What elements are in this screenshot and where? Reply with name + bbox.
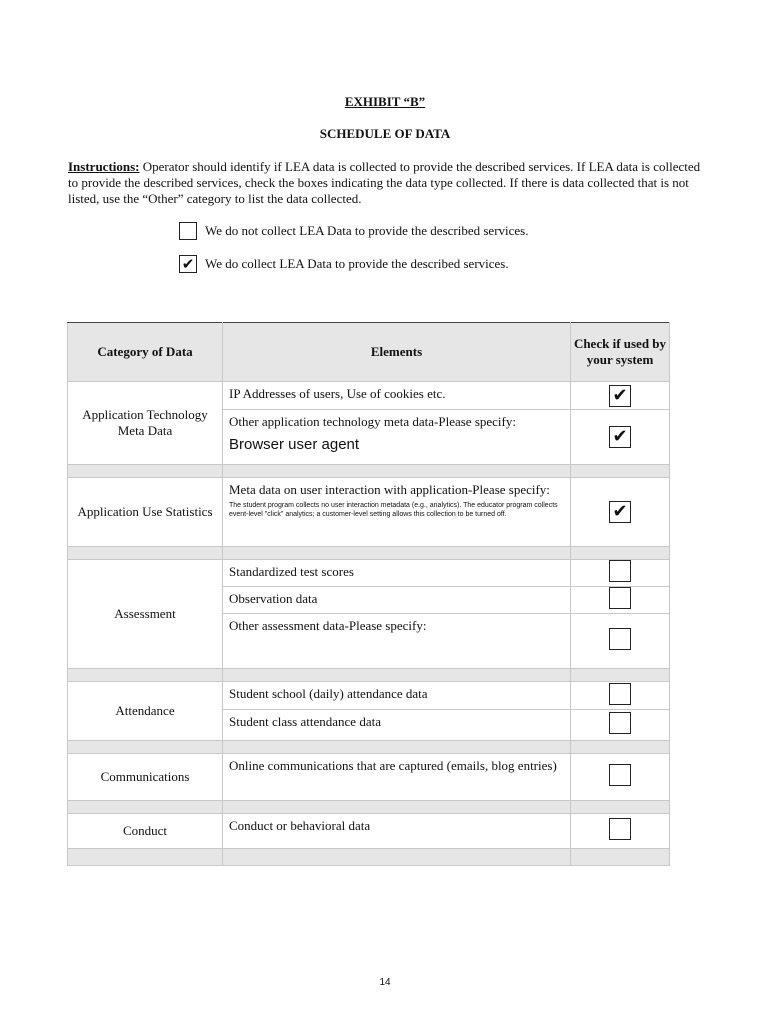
category-app-use: Application Use Statistics xyxy=(68,478,223,547)
online-communications-checkbox[interactable] xyxy=(609,764,631,786)
not-collect-label: We do not collect LEA Data to provide the described services. xyxy=(205,223,529,238)
table-row xyxy=(68,478,670,547)
element-daily-attendance: Student school (daily) attendance data xyxy=(223,682,571,710)
schedule-table xyxy=(67,322,670,866)
meta-interaction-checkbox[interactable]: ✔ xyxy=(609,501,631,523)
separator-row xyxy=(68,741,670,754)
page-number: 14 xyxy=(379,977,391,988)
conduct-data-checkbox[interactable] xyxy=(609,818,631,840)
check-cell xyxy=(571,478,670,547)
class-attendance-checkbox[interactable] xyxy=(609,712,631,734)
element-ip-addresses: IP Addresses of users, Use of cookies etc. xyxy=(223,382,571,410)
check-cell xyxy=(571,587,670,614)
check-cell xyxy=(571,382,670,410)
header-category: Category of Data xyxy=(68,323,223,382)
meta-interaction-label: Meta data on user interaction with application-Please specify: xyxy=(229,482,550,497)
separator-row xyxy=(68,465,670,478)
category-attendance: Attendance xyxy=(68,682,223,741)
other-app-tech-label: Other application technology meta data-Please specify: xyxy=(229,414,516,429)
table-row xyxy=(68,682,670,710)
element-other-assessment: Other assessment data-Please specify: xyxy=(223,614,571,669)
separator-row xyxy=(68,849,670,866)
instructions-paragraph xyxy=(68,159,708,207)
instructions-lead: Instructions: xyxy=(68,159,140,174)
element-conduct-data: Conduct or behavioral data xyxy=(223,814,571,849)
check-cell xyxy=(571,814,670,849)
separator-row xyxy=(68,669,670,682)
category-communications: Communications xyxy=(68,754,223,801)
table-header-row xyxy=(68,323,670,382)
collect-label: We do collect LEA Data to provide the described services. xyxy=(205,256,509,271)
not-collect-checkbox[interactable] xyxy=(179,222,197,240)
collect-checkbox[interactable]: ✔ xyxy=(179,255,197,273)
element-online-communications: Online communications that are captured (emails, blog entries) xyxy=(223,754,571,801)
element-observation-data: Observation data xyxy=(223,587,571,614)
other-assessment-checkbox[interactable] xyxy=(609,628,631,650)
meta-interaction-value[interactable]: The student program collects no user interaction metadata (e.g., analytics). The educator program collects event-level "click" analytics; a customer-level setting allows this collection to be turned off. xyxy=(229,502,558,518)
separator-row xyxy=(68,547,670,560)
option-not-collect xyxy=(179,220,528,242)
element-other-app-tech xyxy=(223,410,571,465)
instructions-text: Operator should identify if LEA data is collected to provide the described services. If LEA data is collected to provide the described services, check the boxes indicating the data type collected. If there is data collected that is not listed, use the “Other” category to list the data collected. xyxy=(68,159,701,206)
category-app-tech: Application Technology Meta Data xyxy=(68,382,223,465)
other-app-tech-checkbox[interactable]: ✔ xyxy=(609,426,631,448)
element-standardized-scores: Standardized test scores xyxy=(223,560,571,587)
option-collect xyxy=(179,253,509,275)
check-cell xyxy=(571,614,670,669)
check-cell xyxy=(571,410,670,465)
check-cell xyxy=(571,754,670,801)
daily-attendance-checkbox[interactable] xyxy=(609,683,631,705)
table-row xyxy=(68,560,670,587)
check-cell xyxy=(571,560,670,587)
element-meta-interaction xyxy=(223,478,571,547)
table-row xyxy=(68,382,670,410)
separator-row xyxy=(68,801,670,814)
check-cell xyxy=(571,682,670,710)
observation-data-checkbox[interactable] xyxy=(609,587,631,609)
ip-addresses-checkbox[interactable]: ✔ xyxy=(609,385,631,407)
table-row xyxy=(68,814,670,849)
standardized-scores-checkbox[interactable] xyxy=(609,560,631,582)
check-cell xyxy=(571,710,670,741)
header-check: Check if used by your system xyxy=(571,323,670,382)
category-assessment: Assessment xyxy=(68,560,223,669)
category-conduct: Conduct xyxy=(68,814,223,849)
header-elements: Elements xyxy=(223,323,571,382)
schedule-title: SCHEDULE OF DATA xyxy=(319,126,451,141)
table-row xyxy=(68,754,670,801)
element-class-attendance: Student class attendance data xyxy=(223,710,571,741)
exhibit-title: EXHIBIT “B” xyxy=(344,94,426,109)
other-app-tech-value[interactable]: Browser user agent xyxy=(229,436,360,453)
